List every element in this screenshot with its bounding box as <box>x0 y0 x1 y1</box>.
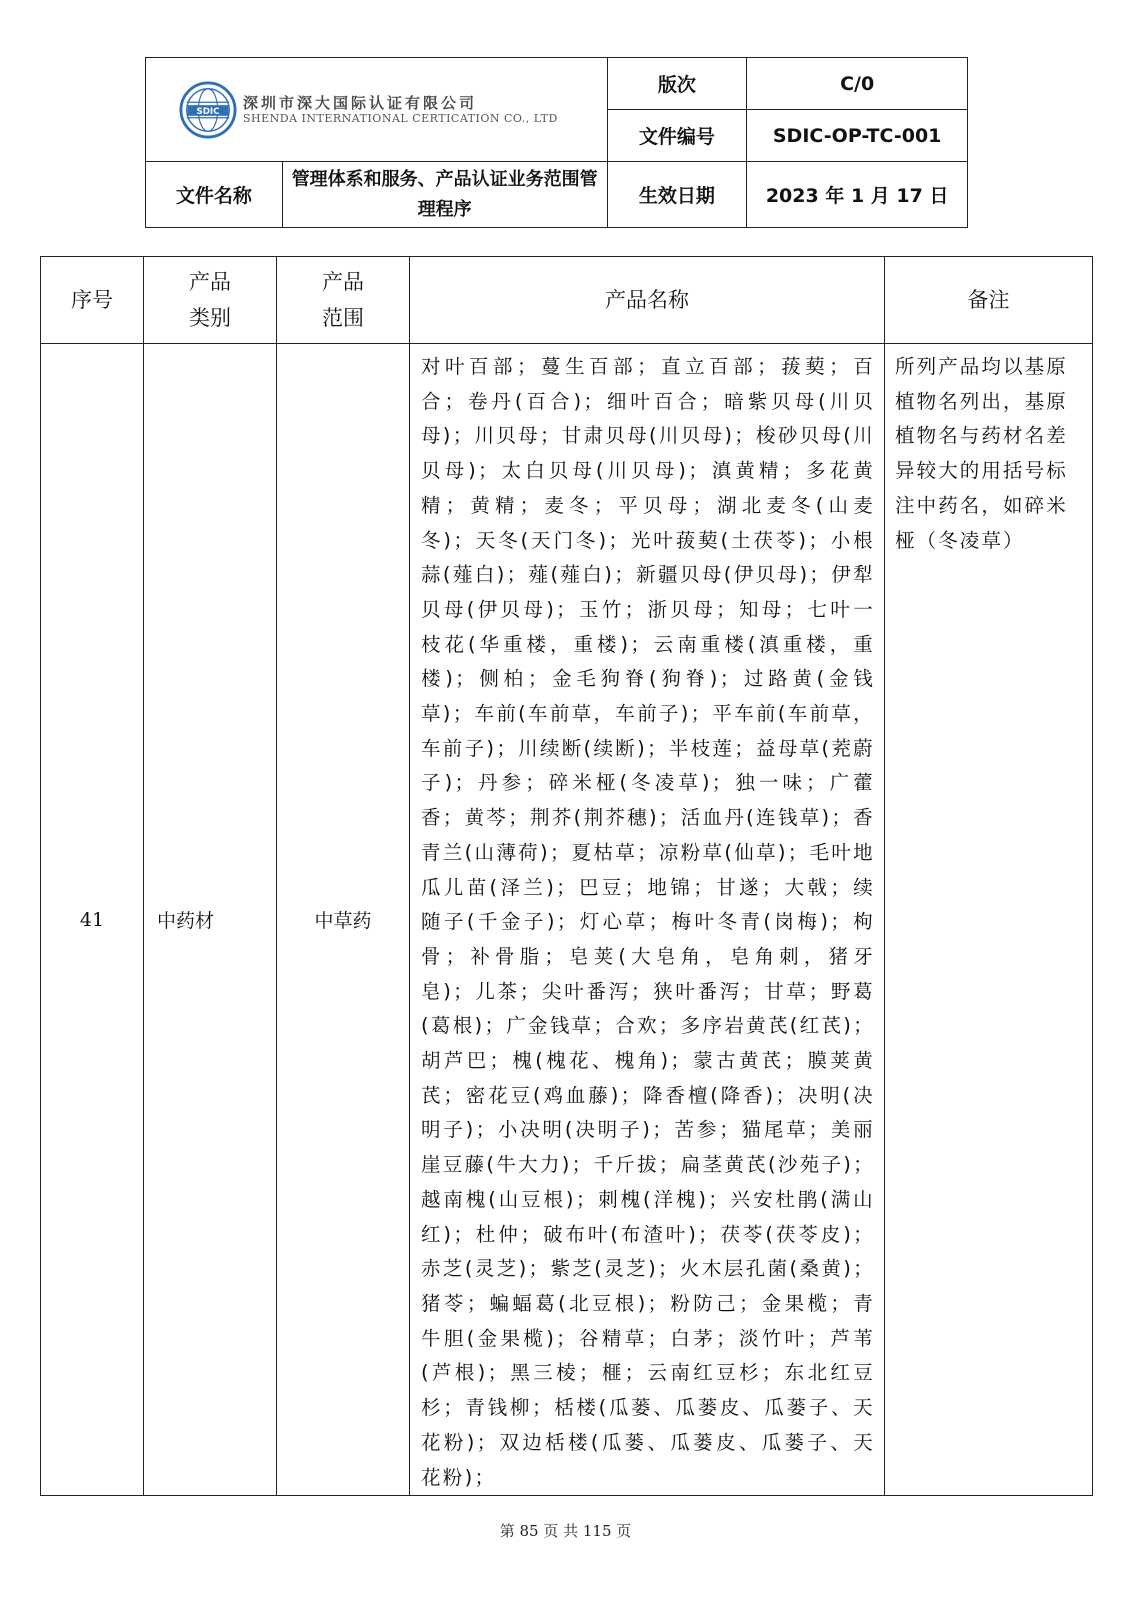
header-category: 产品类别 <box>144 257 277 344</box>
doc-name-label: 文件名称 <box>146 162 283 228</box>
row-product-names: 对叶百部；蔓生百部；直立百部；菝葜；百合；卷丹(百合)；细叶百合；暗紫贝母(川贝母)；川贝母；甘肃贝母(川贝母)；梭砂贝母(川贝母)；太白贝母(川贝母)；滇黄精；多花黄精；黄精；麦冬；平贝母；湖北麦冬(山麦冬)；天冬(天门冬)；光叶菝葜(土茯苓)；小根蒜(薤白)；薤(薤白)；新疆贝母(伊贝母)；伊犁贝母(伊贝母)；玉竹；浙贝母；知母；七叶一枝花(华重楼，重楼)；云南重楼(滇重楼，重楼)；侧柏；金毛狗脊(狗脊)；过路黄(金钱草)；车前(车前草，车前子)；平车前(车前草，车前子)；川续断(续断)；半枝莲；益母草(茺蔚子)；丹参；碎米桠(冬凌草)；独一味；广藿香；黄芩；荆芥(荆芥穗)；活血丹(连钱草)；香青兰(山薄荷)；夏枯草；凉粉草(仙草)；毛叶地瓜儿苗(泽兰)；巴豆；地锦；甘遂；大戟；续随子(千金子)；灯心草；梅叶冬青(岗梅)；枸骨；补骨脂；皂荚(大皂角，皂角刺，猪牙皂)；儿茶；尖叶番泻；狭叶番泻；甘草；野葛(葛根)；广金钱草；合欢；多序岩黄芪(红芪)；胡芦巴；槐(槐花、槐角)；蒙古黄芪；膜荚黄芪；密花豆(鸡血藤)；降香檀(降香)；决明(决明子)；小决明(决明子)；苦参；猫尾草；美丽崖豆藤(牛大力)；千斤拔；扁茎黄芪(沙苑子)；越南槐(山豆根)；刺槐(洋槐)；兴安杜鹃(满山红)；杜仲；破布叶(布渣叶)；茯苓(茯苓皮)；赤芝(灵芝)；紫芝(灵芝)；火木层孔菌(桑黄)；猪苓；蝙蝠葛(北豆根)；粉防己；金果榄；青牛胆(金果榄)；谷精草；白茅；淡竹叶；芦苇(芦根)；黑三棱；榧；云南红豆杉；东北红豆杉；青钱柳；栝楼(瓜蒌、瓜蒌皮、瓜蒌子、天花粉)；双边栝楼(瓜蒌、瓜蒌皮、瓜蒌子、天花粉)； <box>410 344 885 1496</box>
document-header <box>145 57 968 228</box>
version-value: C/0 <box>747 58 968 110</box>
table-row <box>41 344 1093 1496</box>
header-scope: 产品范围 <box>277 257 410 344</box>
effective-date-label: 生效日期 <box>607 162 747 228</box>
logo-text: SDIC <box>196 106 220 117</box>
company-name-cn: 深圳市深大国际认证有限公司 <box>243 93 478 112</box>
effective-date-value: 2023 年 1 月 17 日 <box>747 162 968 228</box>
doc-number-value: SDIC-OP-TC-001 <box>747 110 968 162</box>
doc-name-value: 管理体系和服务、产品认证业务范围管理程序 <box>282 162 607 228</box>
row-scope: 中草药 <box>277 344 410 1496</box>
row-category: 中药材 <box>144 344 277 1496</box>
header-seq: 序号 <box>41 257 144 344</box>
header-product-names: 产品名称 <box>410 257 885 344</box>
product-scope-table <box>40 256 1093 1496</box>
row-seq: 41 <box>41 344 144 1496</box>
row-note: 所列产品均以基原植物名列出，基原植物名与药材名差异较大的用括号标注中药名，如碎米桠（冬凌草） <box>885 344 1093 1496</box>
doc-number-label: 文件编号 <box>607 110 747 162</box>
company-name-en: SHENDA INTERNATIONAL CERTICATION CO., LTD <box>243 111 558 125</box>
header-note: 备注 <box>885 257 1093 344</box>
sdic-globe-logo-icon <box>179 81 237 139</box>
table-header-row <box>41 257 1093 344</box>
version-label: 版次 <box>607 58 747 110</box>
page-footer: 第 85 页 共 115 页 <box>499 1522 632 1540</box>
company-logo-cell <box>146 58 608 162</box>
